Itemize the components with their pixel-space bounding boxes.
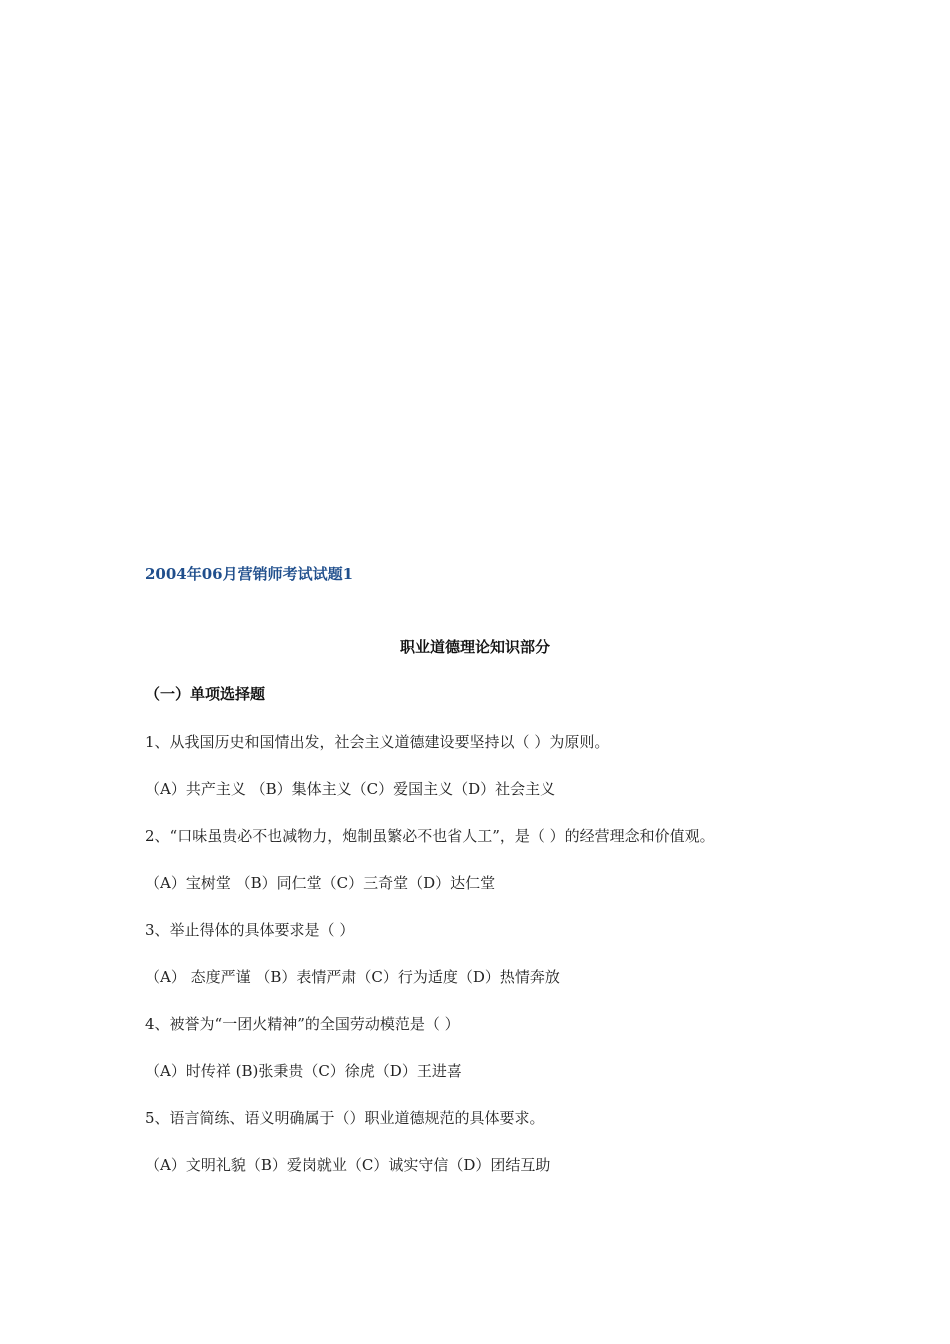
section-heading: 职业道德理论知识部分: [399, 638, 550, 656]
question-4-stem: 4、被誉为“一团火精神”的全国劳动模范是（ ）: [145, 1015, 460, 1033]
question-1-stem: 1、从我国历史和国情出发，社会主义道德建设要坚持以（ ）为原则。: [145, 733, 610, 751]
question-2-options: （A）宝树堂 （B）同仁堂（C）三奇堂（D）达仁堂: [145, 874, 496, 892]
question-1-options: （A）共产主义 （B）集体主义（C）爱国主义（D）社会主义: [145, 780, 556, 798]
question-5-stem: 5、语言简练、语义明确属于（）职业道德规范的具体要求。: [145, 1109, 545, 1127]
question-5-options: （A）文明礼貌（B）爱岗就业（C）诚实守信（D）团结互助: [145, 1156, 551, 1174]
subsection-heading: （一）单项选择题: [145, 685, 266, 703]
question-3-stem: 3、举止得体的具体要求是（ ）: [145, 921, 355, 939]
question-3-options: （A） 态度严谨 （B）表情严肃（C）行为适度（D）热情奔放: [145, 968, 560, 986]
question-4-options: （A）时传祥 (B)张秉贵（C）徐虎（D）王进喜: [145, 1062, 462, 1080]
question-2-stem: 2、“口味虽贵必不也减物力，炮制虽繁必不也省人工”，是（ ）的经营理念和价值观。: [145, 827, 715, 845]
document-title: 2004年06月营销师考试试题1: [145, 565, 354, 583]
